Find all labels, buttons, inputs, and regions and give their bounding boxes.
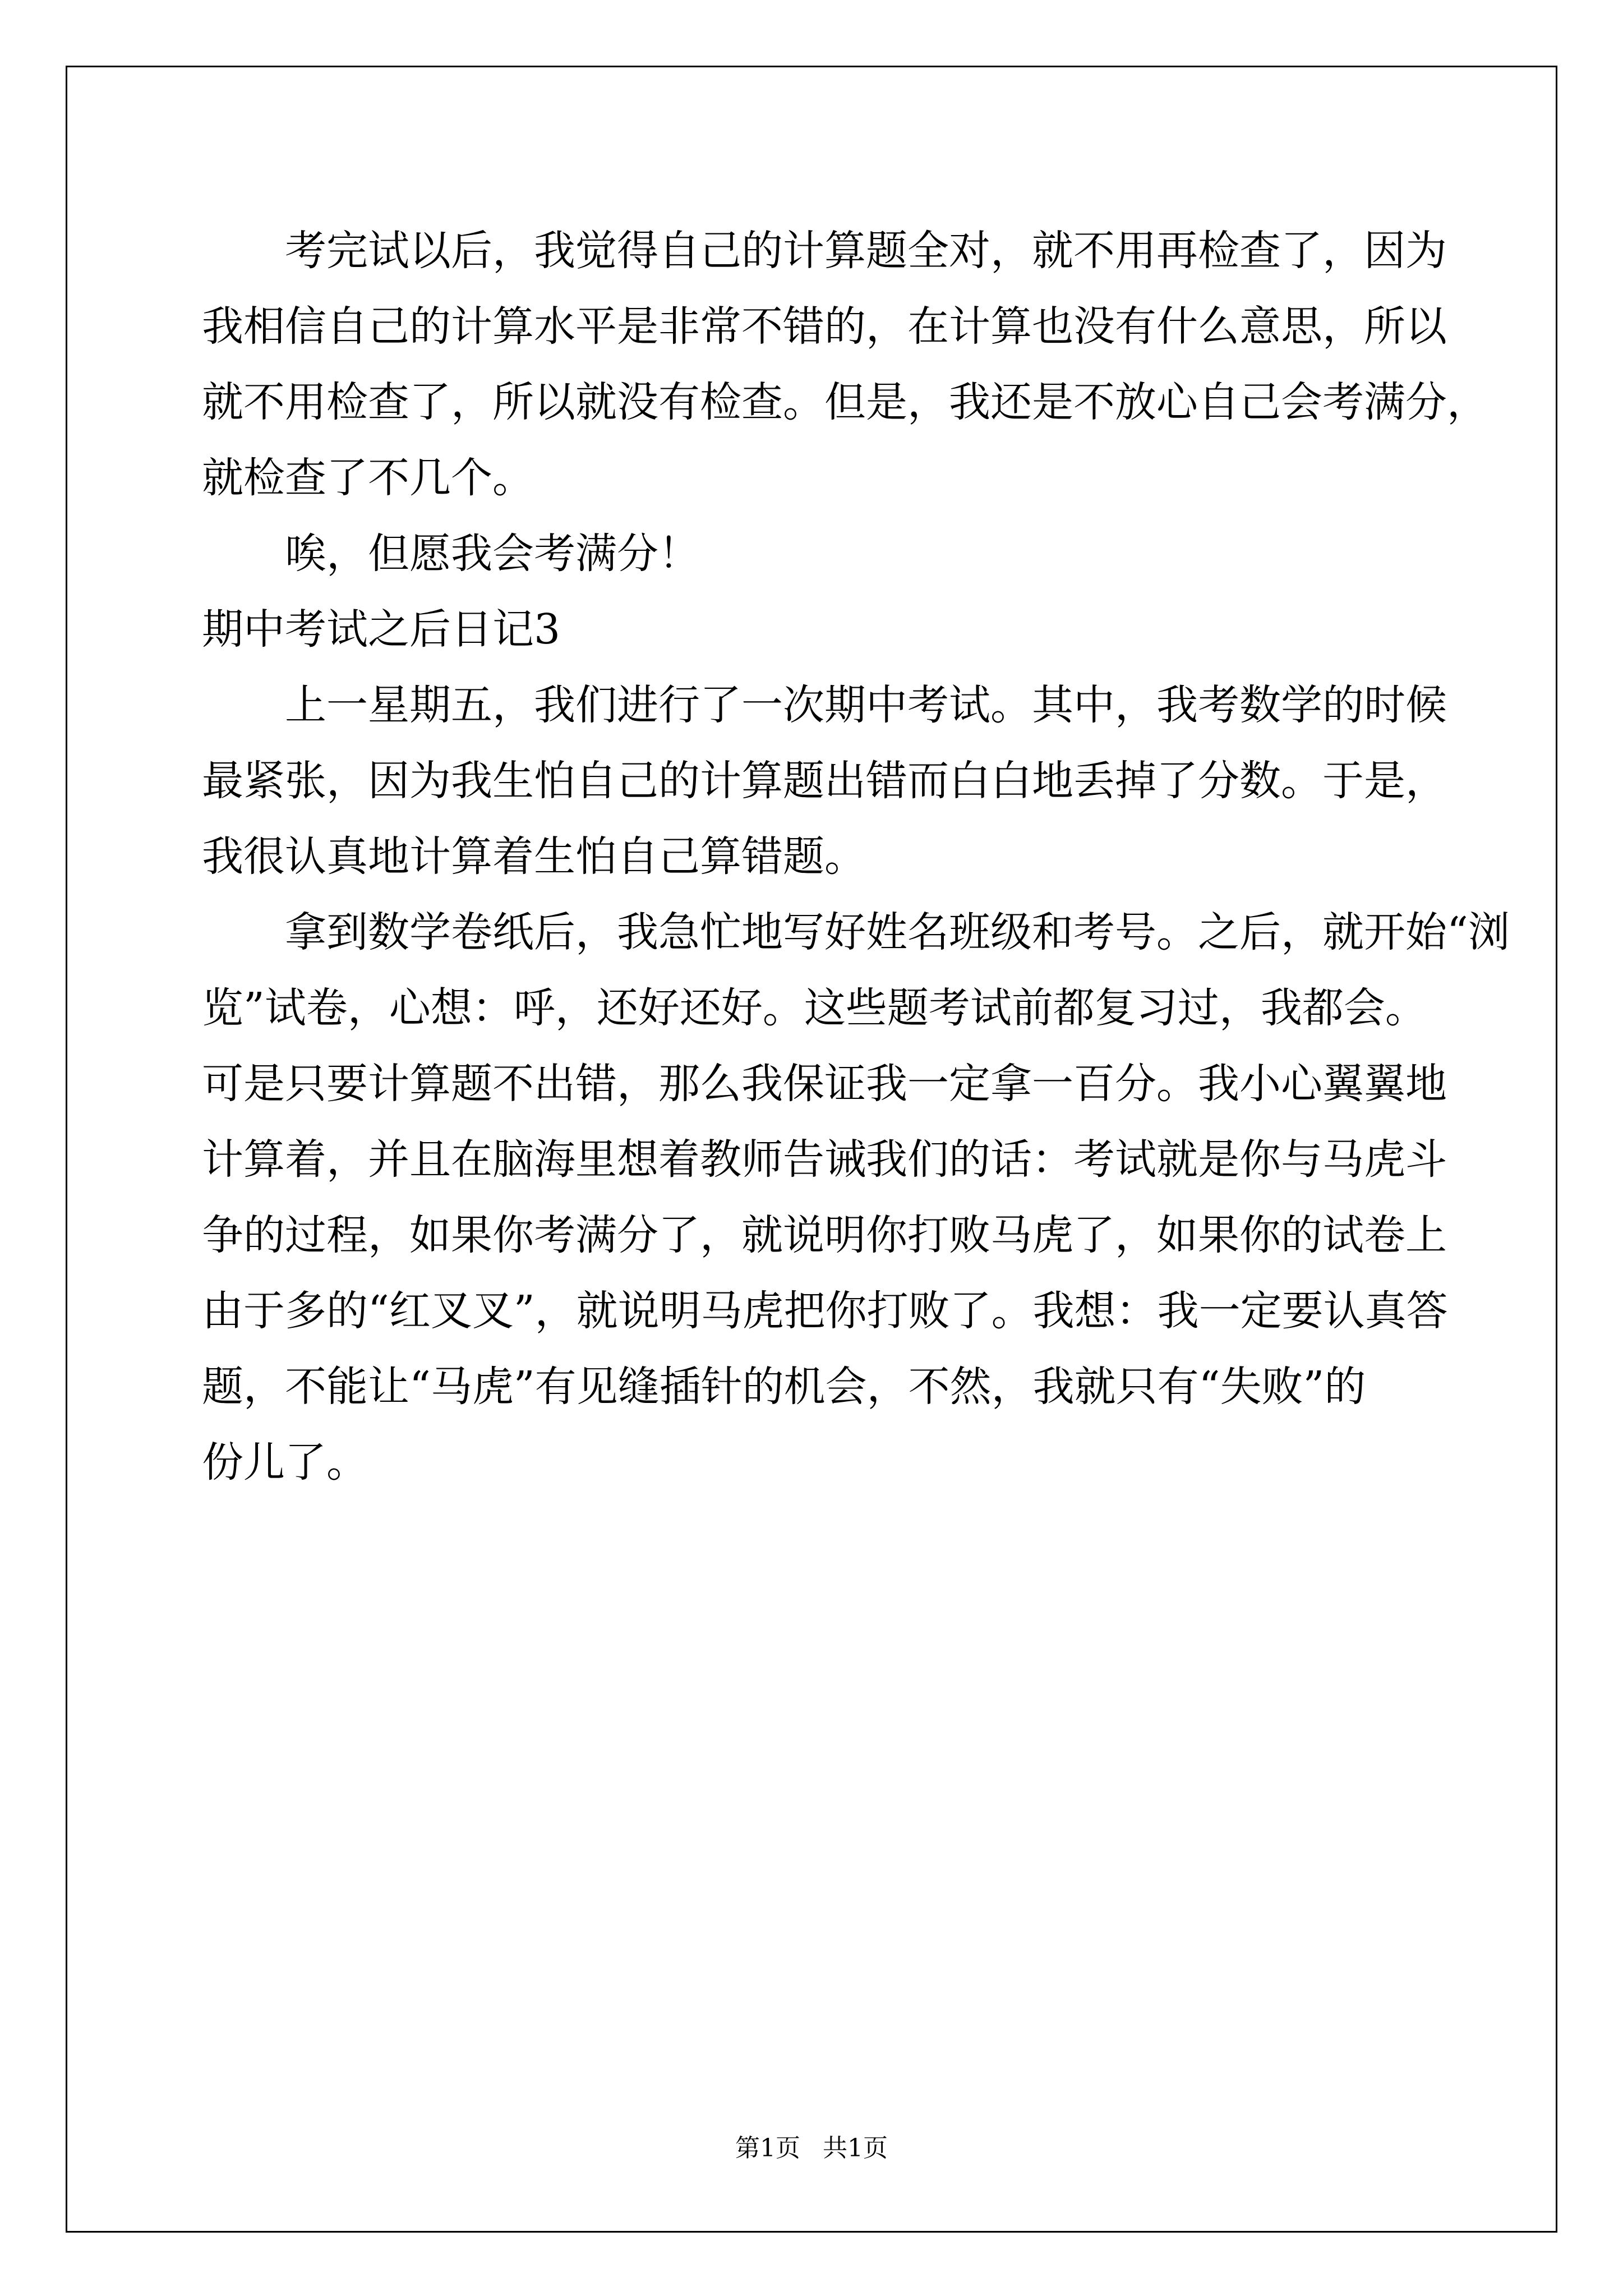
- paragraph-1-line-1: 考完试以后，我觉得自己的计算题全对，就不用再检查了，因为: [285, 227, 1447, 275]
- paragraph-4-line-2: 览”试卷，心想：呼，还好还好。这些题考试前都复习过，我都会。: [202, 984, 1427, 1032]
- page-number-current: 第1页: [735, 2134, 800, 2162]
- paragraph-3-line-2: 最紧张，因为我生怕自己的计算题出错而白白地丢掉了分数。于是，: [202, 757, 1447, 805]
- paragraph-4-line-5: 争的过程，如果你考满分了，就说明你打败马虎了，如果你的试卷上: [202, 1211, 1447, 1259]
- paragraph-3-line-3: 我很认真地计算着生怕自己算错题。: [202, 832, 866, 881]
- paragraph-4-line-3: 可是只要计算题不出错，那么我保证我一定拿一百分。我小心翼翼地: [202, 1060, 1447, 1108]
- page-footer: [0, 2132, 1623, 2165]
- paragraph-4-line-7: 题，不能让“马虎”有见缝插针的机会，不然，我就只有“失败”的: [202, 1363, 1366, 1411]
- paragraph-4-line-8: 份儿了。: [202, 1438, 368, 1487]
- paragraph-4-line-1: 拿到数学卷纸后，我急忙地写好姓名班级和考号。之后，就开始“浏: [285, 908, 1510, 956]
- paragraph-1-line-4: 就检查了不几个。: [202, 454, 534, 502]
- paragraph-1-line-2: 我相信自己的计算水平是非常不错的，在计算也没有什么意思，所以: [202, 302, 1447, 351]
- paragraph-1-line-3: 就不用检查了，所以就没有检查。但是，我还是不放心自己会考满分，: [202, 378, 1488, 426]
- page-number-total: 共1页: [823, 2134, 888, 2162]
- paragraph-4-line-6: 由于多的“红叉叉”，就说明马虎把你打败了。我想：我一定要认真答: [202, 1287, 1448, 1335]
- section-heading: 期中考试之后日记3: [202, 605, 561, 654]
- paragraph-2-line-1: 唉，但愿我会考满分！: [285, 530, 700, 578]
- paragraph-3-line-1: 上一星期五，我们进行了一次期中考试。其中，我考数学的时候: [285, 681, 1447, 729]
- document-body: [202, 213, 1510, 1501]
- paragraph-4-line-4: 计算着，并且在脑海里想着教师告诫我们的话：考试就是你与马虎斗: [202, 1135, 1447, 1184]
